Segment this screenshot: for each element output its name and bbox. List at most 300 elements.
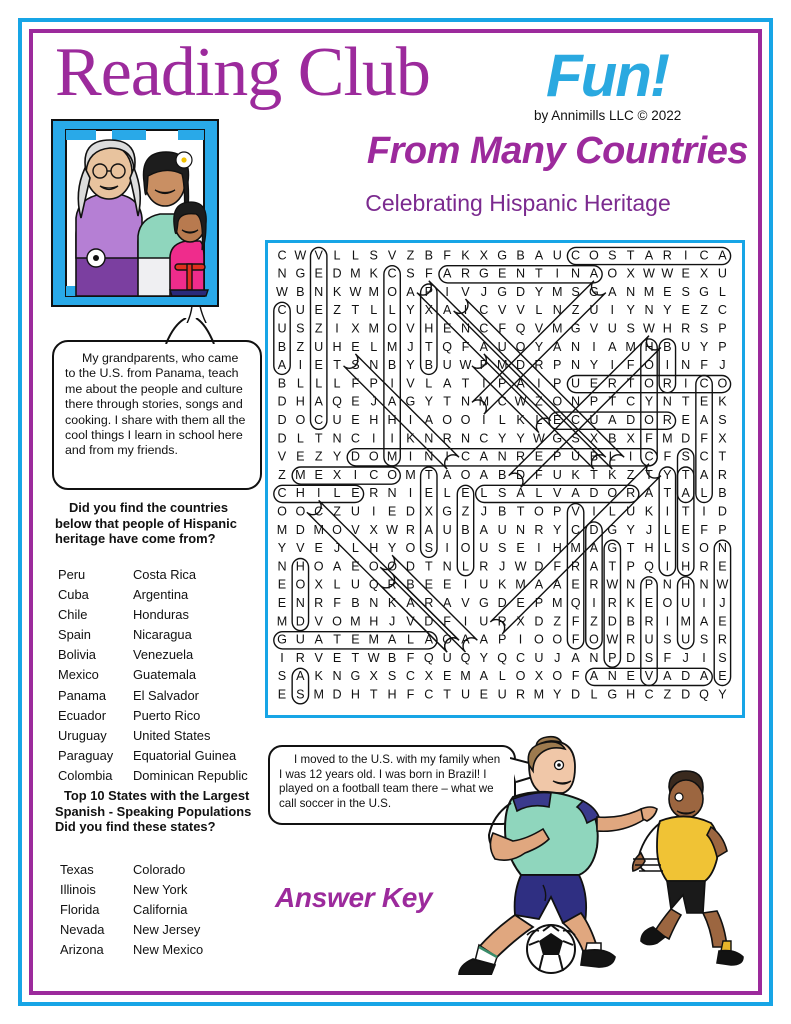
grid-letter: A xyxy=(406,596,415,611)
grid-letter: T xyxy=(645,467,653,482)
grid-letter: S xyxy=(663,632,672,647)
grid-letter: A xyxy=(442,376,452,391)
grid-letter: X xyxy=(516,614,525,629)
grid-letter: S xyxy=(626,321,635,336)
grid-letter: D xyxy=(534,614,544,629)
countries-heading-line1: Did you find the countries xyxy=(69,500,228,515)
grid-letter: M xyxy=(313,522,324,537)
grid-letter: O xyxy=(460,541,471,556)
grid-letter: N xyxy=(314,284,324,299)
grid-letter: M xyxy=(295,467,306,482)
grid-letter: M xyxy=(460,669,471,684)
grid-letter: F xyxy=(333,596,341,611)
grid-letter: A xyxy=(479,632,489,647)
country-word: Peru xyxy=(58,567,86,582)
grid-letter: A xyxy=(553,577,562,592)
grid-letter: G xyxy=(295,266,306,281)
grid-letter: O xyxy=(387,559,397,574)
grid-letter: E xyxy=(351,413,360,428)
grid-letter: T xyxy=(351,303,360,318)
grid-letter: X xyxy=(424,504,434,519)
grid-letter: A xyxy=(424,632,434,647)
grid-letter: E xyxy=(553,413,562,428)
grid-letter: Z xyxy=(278,467,286,482)
grid-letter: N xyxy=(662,577,672,592)
grid-letter: I xyxy=(353,467,358,482)
grid-letter: Y xyxy=(663,303,672,318)
grid-letter: E xyxy=(351,559,360,574)
grid-letter: E xyxy=(644,596,654,611)
grid-letter: C xyxy=(571,522,581,537)
grid-letter: U xyxy=(314,339,324,354)
grid-letter: I xyxy=(298,358,303,373)
grid-letter: L xyxy=(333,577,341,592)
grid-letter: M xyxy=(368,321,379,336)
grid-letter: O xyxy=(313,559,324,574)
grid-letter: A xyxy=(608,413,617,428)
grid-letter: R xyxy=(717,632,727,647)
grid-letter: B xyxy=(516,248,525,263)
grid-letter: A xyxy=(589,266,599,281)
grid-letter: K xyxy=(608,467,617,482)
page-title: Reading Club xyxy=(55,34,430,111)
grid-letter: X xyxy=(699,266,709,281)
country-word: Ecuador xyxy=(58,707,107,723)
state-word: California xyxy=(133,902,188,918)
grid-letter: D xyxy=(405,559,416,574)
grid-letter: O xyxy=(387,467,397,482)
grid-letter: T xyxy=(516,504,525,519)
grid-letter: H xyxy=(369,614,379,629)
grid-letter: B xyxy=(461,522,470,537)
grid-letter: V xyxy=(314,614,323,629)
grid-letter: N xyxy=(460,394,471,409)
grid-letter: L xyxy=(296,431,304,446)
grid-letter: B xyxy=(424,248,434,263)
grid-letter: O xyxy=(534,632,544,647)
grid-letter: A xyxy=(699,669,709,684)
grid-letter: I xyxy=(702,504,706,519)
grid-letter: M xyxy=(625,339,636,354)
grid-letter: D xyxy=(515,467,526,482)
country-word: Dominican Republic xyxy=(133,767,248,783)
grid-letter: R xyxy=(607,376,617,391)
grid-letter: C xyxy=(699,449,709,464)
grid-letter: U xyxy=(626,504,636,519)
grid-letter: A xyxy=(571,650,580,665)
grid-letter: N xyxy=(369,596,379,611)
word-search-panel xyxy=(265,240,745,718)
grid-letter: J xyxy=(480,504,487,519)
grid-letter: S xyxy=(681,284,690,299)
grid-letter: R xyxy=(717,467,727,482)
state-word: Illinois xyxy=(60,882,96,898)
grid-letter: U xyxy=(571,376,581,391)
word-highlight-diagonal xyxy=(307,500,459,652)
grid-letter: L xyxy=(425,376,433,391)
grid-letter: T xyxy=(590,467,598,482)
grid-letter: R xyxy=(681,321,691,336)
grid-letter: N xyxy=(515,522,526,537)
grid-letter: T xyxy=(424,339,433,354)
grid-letter: U xyxy=(277,321,287,336)
grid-letter: E xyxy=(314,541,323,556)
grid-letter: I xyxy=(316,486,321,501)
grid-letter: S xyxy=(369,248,378,263)
grid-letter: O xyxy=(442,632,453,647)
grid-letter: O xyxy=(717,376,728,391)
grid-letter: S xyxy=(296,321,305,336)
grid-letter: N xyxy=(607,669,617,684)
grid-letter: M xyxy=(533,687,545,702)
tagline: Celebrating Hispanic Heritage xyxy=(365,190,671,216)
grid-letter: T xyxy=(535,266,543,281)
grid-letter: B xyxy=(406,577,415,592)
grid-letter: Q xyxy=(368,577,379,592)
grid-letter: O xyxy=(460,467,471,482)
grid-letter: A xyxy=(332,559,342,574)
grid-letter: F xyxy=(645,431,653,446)
states-heading-line1: Top 10 States with the Largest xyxy=(64,788,250,803)
grid-letter: U xyxy=(681,596,691,611)
grid-letter: T xyxy=(626,376,635,391)
grid-letter: W xyxy=(716,577,729,592)
grid-letter: A xyxy=(681,486,690,501)
grid-letter: S xyxy=(277,669,287,684)
grid-letter: X xyxy=(589,431,599,446)
grid-letter: T xyxy=(443,687,452,702)
grid-letter: I xyxy=(610,358,615,373)
byline-credit: by Annimills LLC © 2022 xyxy=(534,108,682,123)
grid-letter: G xyxy=(350,669,361,684)
grid-letter: X xyxy=(369,522,378,537)
grid-letter: I xyxy=(463,614,468,629)
grid-letter: P xyxy=(626,559,635,574)
grid-letter: A xyxy=(699,614,709,629)
grid-letter: R xyxy=(424,596,434,611)
grid-letter: M xyxy=(350,266,361,281)
grid-letter: T xyxy=(333,358,341,373)
states-list-column-2 xyxy=(133,860,203,960)
grid-letter: N xyxy=(442,559,452,574)
grid-letter: N xyxy=(295,596,305,611)
grid-letter: W xyxy=(367,650,380,665)
grid-letter: A xyxy=(277,358,287,373)
grid-letter: E xyxy=(516,541,525,556)
grid-letter: D xyxy=(295,614,305,629)
grid-letter: K xyxy=(516,413,525,428)
grid-letter: H xyxy=(681,559,691,574)
grid-letter: Y xyxy=(644,394,654,409)
grid-letter: W xyxy=(532,431,545,446)
grid-letter: E xyxy=(351,339,360,354)
grid-letter: U xyxy=(717,266,727,281)
grid-letter: I xyxy=(445,284,449,299)
grid-letter: E xyxy=(277,687,287,702)
grid-letter: V xyxy=(534,321,544,336)
grid-letter: T xyxy=(608,394,617,409)
grid-letter: I xyxy=(592,339,596,354)
grid-letter: K xyxy=(718,394,727,409)
grid-letter: I xyxy=(482,413,486,428)
grid-letter: A xyxy=(442,303,452,318)
grid-letter: K xyxy=(406,431,415,446)
grid-letter: C xyxy=(387,266,397,281)
grid-letter: Y xyxy=(387,541,397,556)
grid-letter: L xyxy=(718,284,726,299)
grid-letter: H xyxy=(295,394,305,409)
grid-letter: G xyxy=(478,596,489,611)
country-word: Colombia xyxy=(58,767,113,783)
grid-letter: M xyxy=(552,284,563,299)
family-photo-illustration xyxy=(50,118,220,323)
grid-letter: O xyxy=(295,413,306,428)
grid-letter: V xyxy=(497,303,507,318)
grid-letter: Y xyxy=(626,522,635,537)
grid-letter: N xyxy=(387,486,397,501)
grid-letter: F xyxy=(351,376,360,391)
grid-letter: V xyxy=(406,376,415,391)
grid-letter: U xyxy=(442,522,452,537)
grid-letter: R xyxy=(571,559,581,574)
countries-list-column-2 xyxy=(133,565,248,786)
grid-letter: R xyxy=(314,596,324,611)
grid-letter: E xyxy=(314,266,323,281)
grid-letter: P xyxy=(608,650,617,665)
grid-letter: L xyxy=(388,303,396,318)
grid-letter: W xyxy=(514,394,527,409)
grid-letter: N xyxy=(626,284,636,299)
grid-letter: R xyxy=(460,266,471,281)
grid-letter: H xyxy=(644,339,654,354)
countries-heading-line3: heritage have come from? xyxy=(55,531,216,547)
grid-letter: S xyxy=(351,358,360,373)
grid-letter: H xyxy=(387,687,397,702)
grid-letter: J xyxy=(333,541,341,556)
grid-letter: O xyxy=(552,394,563,409)
grid-letter: A xyxy=(589,541,599,556)
grid-letter: D xyxy=(626,650,636,665)
grid-letter: I xyxy=(610,303,615,318)
grid-letter: B xyxy=(589,449,599,464)
grid-letter: K xyxy=(461,248,470,263)
grid-letter: H xyxy=(387,413,397,428)
grid-letter: F xyxy=(700,431,708,446)
grid-letter: B xyxy=(277,339,287,354)
grid-letter: R xyxy=(662,413,672,428)
grid-letter: N xyxy=(571,358,581,373)
grid-letter: D xyxy=(350,449,360,464)
grid-letter: C xyxy=(314,413,324,428)
grid-letter: I xyxy=(408,449,413,464)
grid-letter: I xyxy=(592,596,596,611)
grid-letter: O xyxy=(405,541,416,556)
grid-letter: X xyxy=(351,321,360,336)
grid-letter: C xyxy=(626,394,636,409)
grid-letter: U xyxy=(332,413,342,428)
grid-letter: Z xyxy=(314,449,323,464)
grid-letter: L xyxy=(498,413,506,428)
grid-letter: L xyxy=(296,376,304,391)
grid-letter: G xyxy=(405,394,416,409)
grid-letter: N xyxy=(589,650,599,665)
grid-letter: Z xyxy=(406,248,415,263)
grid-letter: N xyxy=(626,577,636,592)
grid-letter: C xyxy=(277,248,287,263)
grid-letter: U xyxy=(460,687,471,702)
grid-letter: T xyxy=(369,687,378,702)
grid-letter: T xyxy=(314,431,323,446)
grid-letter: U xyxy=(479,577,489,592)
grid-letter: F xyxy=(461,339,470,354)
grid-letter: D xyxy=(332,687,342,702)
grid-letter: R xyxy=(442,431,452,446)
grid-letter: H xyxy=(332,339,342,354)
grid-letter: L xyxy=(663,541,671,556)
grid-letter: A xyxy=(718,248,727,263)
grid-letter: Y xyxy=(534,284,544,299)
grid-letter: B xyxy=(663,339,672,354)
grid-letter: R xyxy=(405,522,416,537)
grid-letter: Q xyxy=(460,650,471,665)
state-word: Nevada xyxy=(60,922,105,938)
grid-letter: V xyxy=(553,486,562,501)
grid-letter: D xyxy=(515,284,526,299)
grid-letter: K xyxy=(497,577,507,592)
grid-letter: R xyxy=(699,559,709,574)
grid-letter: S xyxy=(699,632,709,647)
grid-letter: U xyxy=(607,321,617,336)
grid-letter: V xyxy=(644,669,654,684)
grid-letter: X xyxy=(626,266,635,281)
grid-letter: H xyxy=(681,577,691,592)
grid-letter: I xyxy=(482,376,486,391)
grid-letter: J xyxy=(682,650,689,665)
grid-letter: J xyxy=(388,614,396,629)
grid-letter: W xyxy=(606,632,619,647)
countries-heading xyxy=(55,500,265,547)
grid-letter: J xyxy=(370,394,377,409)
grid-letter: U xyxy=(552,248,562,263)
grid-letter: I xyxy=(335,321,339,336)
grid-letter: G xyxy=(442,504,453,519)
grid-letter: B xyxy=(387,650,397,665)
grid-letter: A xyxy=(699,413,709,428)
grid-letter: D xyxy=(589,486,599,501)
grid-letter: U xyxy=(479,541,489,556)
grid-letter: E xyxy=(479,687,489,702)
grid-letter: W xyxy=(459,358,472,373)
grid-letter: U xyxy=(350,504,360,519)
grid-letter: N xyxy=(332,669,342,684)
grid-letter: O xyxy=(699,541,709,556)
grid-letter: A xyxy=(314,632,323,647)
grid-letter: O xyxy=(387,321,397,336)
grid-letter: H xyxy=(662,321,672,336)
grid-letter: P xyxy=(644,577,654,592)
masthead xyxy=(55,34,745,118)
grid-letter: N xyxy=(552,303,562,318)
state-word: New Mexico xyxy=(133,942,204,958)
grid-letter: I xyxy=(390,376,394,391)
grid-letter: H xyxy=(295,486,305,501)
grid-letter: H xyxy=(369,541,379,556)
grid-letter: A xyxy=(442,467,452,482)
grid-letter: O xyxy=(277,504,287,519)
grid-letter: Y xyxy=(553,522,562,537)
grid-letter: Z xyxy=(535,394,543,409)
grid-letter: R xyxy=(479,559,489,574)
grid-letter: Y xyxy=(553,687,562,702)
grid-letter: Y xyxy=(663,467,672,482)
grid-letter: I xyxy=(445,541,449,556)
grid-letter: N xyxy=(460,431,471,446)
grid-letter: F xyxy=(571,632,580,647)
grid-letter: P xyxy=(718,321,727,336)
grid-letter: I xyxy=(372,431,376,446)
grid-letter: V xyxy=(589,321,599,336)
grid-letter: I xyxy=(390,431,394,446)
grid-letter: D xyxy=(295,522,305,537)
grid-letter: J xyxy=(480,284,487,299)
grid-letter: U xyxy=(295,303,305,318)
grid-letter: Z xyxy=(700,303,708,318)
grid-letter: T xyxy=(333,632,341,647)
grid-letter: N xyxy=(277,559,287,574)
country-word: Bolivia xyxy=(58,647,96,663)
grid-letter: O xyxy=(589,248,599,263)
grid-letter: A xyxy=(479,339,489,354)
grid-letter: A xyxy=(534,577,544,592)
country-word: Costa Rica xyxy=(133,567,197,582)
grid-letter: D xyxy=(571,687,581,702)
grid-letter: F xyxy=(443,614,452,629)
grid-letter: J xyxy=(554,650,561,665)
grid-letter: L xyxy=(535,413,543,428)
grid-letter: A xyxy=(387,394,397,409)
grid-letter: E xyxy=(718,669,727,684)
grid-letter: J xyxy=(645,522,653,537)
grid-letter: N xyxy=(662,394,672,409)
grid-letter: B xyxy=(424,358,434,373)
grid-letter: D xyxy=(681,687,691,702)
grid-letter: A xyxy=(479,669,489,684)
grid-letter: X xyxy=(369,669,378,684)
grid-letter: H xyxy=(369,413,379,428)
grid-letter: B xyxy=(351,596,360,611)
grid-letter: G xyxy=(277,632,287,647)
grid-letter: F xyxy=(498,321,507,336)
grid-letter: E xyxy=(277,596,287,611)
grid-letter: G xyxy=(589,284,599,299)
grid-letter: F xyxy=(443,248,452,263)
grid-letter: Q xyxy=(699,687,709,702)
grid-letter: C xyxy=(571,413,581,428)
grid-letter: X xyxy=(626,431,635,446)
grid-letter: Z xyxy=(296,339,305,354)
grid-letter: A xyxy=(442,266,452,281)
grid-letter: L xyxy=(700,486,708,501)
grid-letter: J xyxy=(499,559,506,574)
grid-letter: R xyxy=(369,486,379,501)
grid-letter: U xyxy=(571,449,581,464)
grid-letter: M xyxy=(405,467,416,482)
grid-letter: Z xyxy=(333,504,341,519)
grid-letter: R xyxy=(497,614,507,629)
grid-letter: A xyxy=(442,596,452,611)
soccer-ball xyxy=(527,925,575,973)
grid-letter: L xyxy=(535,486,543,501)
